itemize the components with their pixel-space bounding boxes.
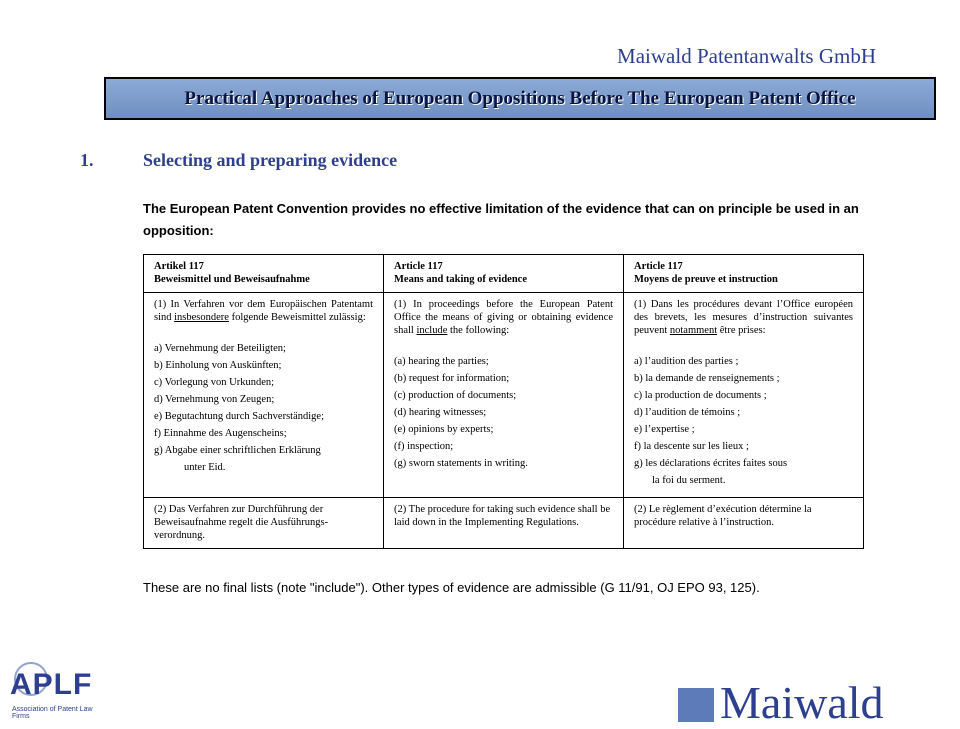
list-item: (f) inspection; <box>394 441 454 452</box>
outro-text: These are no final lists (note "include"). Other types of evidence are admissible (G 11/91, OJ EPO 93, 125). <box>143 580 760 595</box>
header-title: Beweismittel und Beweisaufnahme <box>154 274 310 285</box>
list-item: a) Vernehmung der Beteiligten; <box>154 343 286 354</box>
header-title: Means and taking of evidence <box>394 274 528 285</box>
list-item: g) les déclarations écrites faites sous <box>634 458 788 469</box>
header-cell-fr <box>624 255 864 293</box>
list-item: (a) hearing the parties; <box>394 356 489 367</box>
header-cell-de <box>144 255 384 293</box>
table-header-row <box>144 255 864 293</box>
list-item: f) la descente sur les lieux ; <box>634 441 749 452</box>
list-item: e) Begutachtung durch Sachverständige; <box>154 411 324 422</box>
list-item: f) Einnahme des Augenscheins; <box>154 428 287 439</box>
paragraph-2: (2) The procedure for taking such evidence shall be laid down in the Implementing Regulations. <box>394 504 611 528</box>
list-item: (b) request for information; <box>394 373 510 384</box>
paragraph-1: (1) In proceedings before the European Patent Office the means of giving or obtaining evidence shall include the following: <box>394 299 613 336</box>
list-item: e) l’expertise ; <box>634 424 695 435</box>
keyword: notamment <box>669 325 718 336</box>
cell-de-p1 <box>144 293 384 498</box>
maiwald-logo-word: Maiwald <box>720 677 884 728</box>
cell-en-p1 <box>384 293 624 498</box>
keyword: insbesondere <box>174 312 229 323</box>
intro-text: The European Patent Convention provides no effective limitation of the evidence that can on principle be used in an opposition: <box>143 201 859 238</box>
header-article: Article 117 <box>634 261 683 272</box>
cell-fr-p2 <box>624 498 864 549</box>
cell-en-p2 <box>384 498 624 549</box>
list-item: (d) hearing witnesses; <box>394 407 487 418</box>
section-title: Selecting and preparing evidence <box>143 150 398 170</box>
list-item: g) Abgabe einer schriftlichen Erklärung <box>154 445 321 456</box>
list-item: (c) production of documents; <box>394 390 517 401</box>
list-item: (g) sworn statements in writing. <box>394 458 528 469</box>
keyword: include <box>416 325 448 336</box>
title-banner <box>104 77 936 120</box>
header-title: Moyens de preuve et instruction <box>634 274 778 285</box>
article-117-table <box>143 254 864 549</box>
paragraph-2: (2) Das Verfahren zur Durchführung der Beweisaufnahme regelt die Ausführungs-verordnung. <box>154 504 329 541</box>
list-item: la foi du serment. <box>652 475 726 486</box>
list-item: b) la demande de renseignements ; <box>634 373 780 384</box>
firm-name: Maiwald Patentanwalts GmbH <box>617 44 876 68</box>
list-item: d) l’audition de témoins ; <box>634 407 741 418</box>
banner-title: Practical Approaches of European Oppositions Before The European Patent Office <box>184 87 856 109</box>
cell-fr-p1 <box>624 293 864 498</box>
header-article: Article 117 <box>394 261 443 272</box>
paragraph-1: (1) In Verfahren vor dem Europäischen Patentamt sind insbesondere folgende Beweismittel zulässig: <box>154 299 373 323</box>
paragraph-1: (1) Dans les procédures devant l’Office européen des brevets, les mesures d’instruction suivantes peuvent notamment être prises: <box>634 299 853 336</box>
list-item: b) Einholung von Auskünften; <box>154 360 282 371</box>
list-item: c) la production de documents ; <box>634 390 767 401</box>
header-cell-en <box>384 255 624 293</box>
header-article: Artikel 117 <box>154 261 204 272</box>
maiwald-square-icon <box>678 688 714 722</box>
list-item: unter Eid. <box>184 462 226 473</box>
paragraph-2: (2) Le règlement d’exécution détermine la procédure relative à l’instruction. <box>634 504 812 528</box>
table-row-paragraph-2 <box>144 498 864 549</box>
list-item: (e) opinions by experts; <box>394 424 494 435</box>
list-item: d) Vernehmung von Zeugen; <box>154 394 275 405</box>
aplf-logo-word: APLF <box>10 668 93 701</box>
cell-de-p2 <box>144 498 384 549</box>
list-item: c) Vorlegung von Urkunden; <box>154 377 275 388</box>
aplf-logo-subtitle: Association of Patent Law Firms <box>12 706 93 720</box>
section-number: 1. <box>80 150 94 170</box>
list-item: a) l’audition des parties ; <box>634 356 739 367</box>
aplf-logo <box>10 654 110 720</box>
table-row-paragraph-1 <box>144 293 864 498</box>
